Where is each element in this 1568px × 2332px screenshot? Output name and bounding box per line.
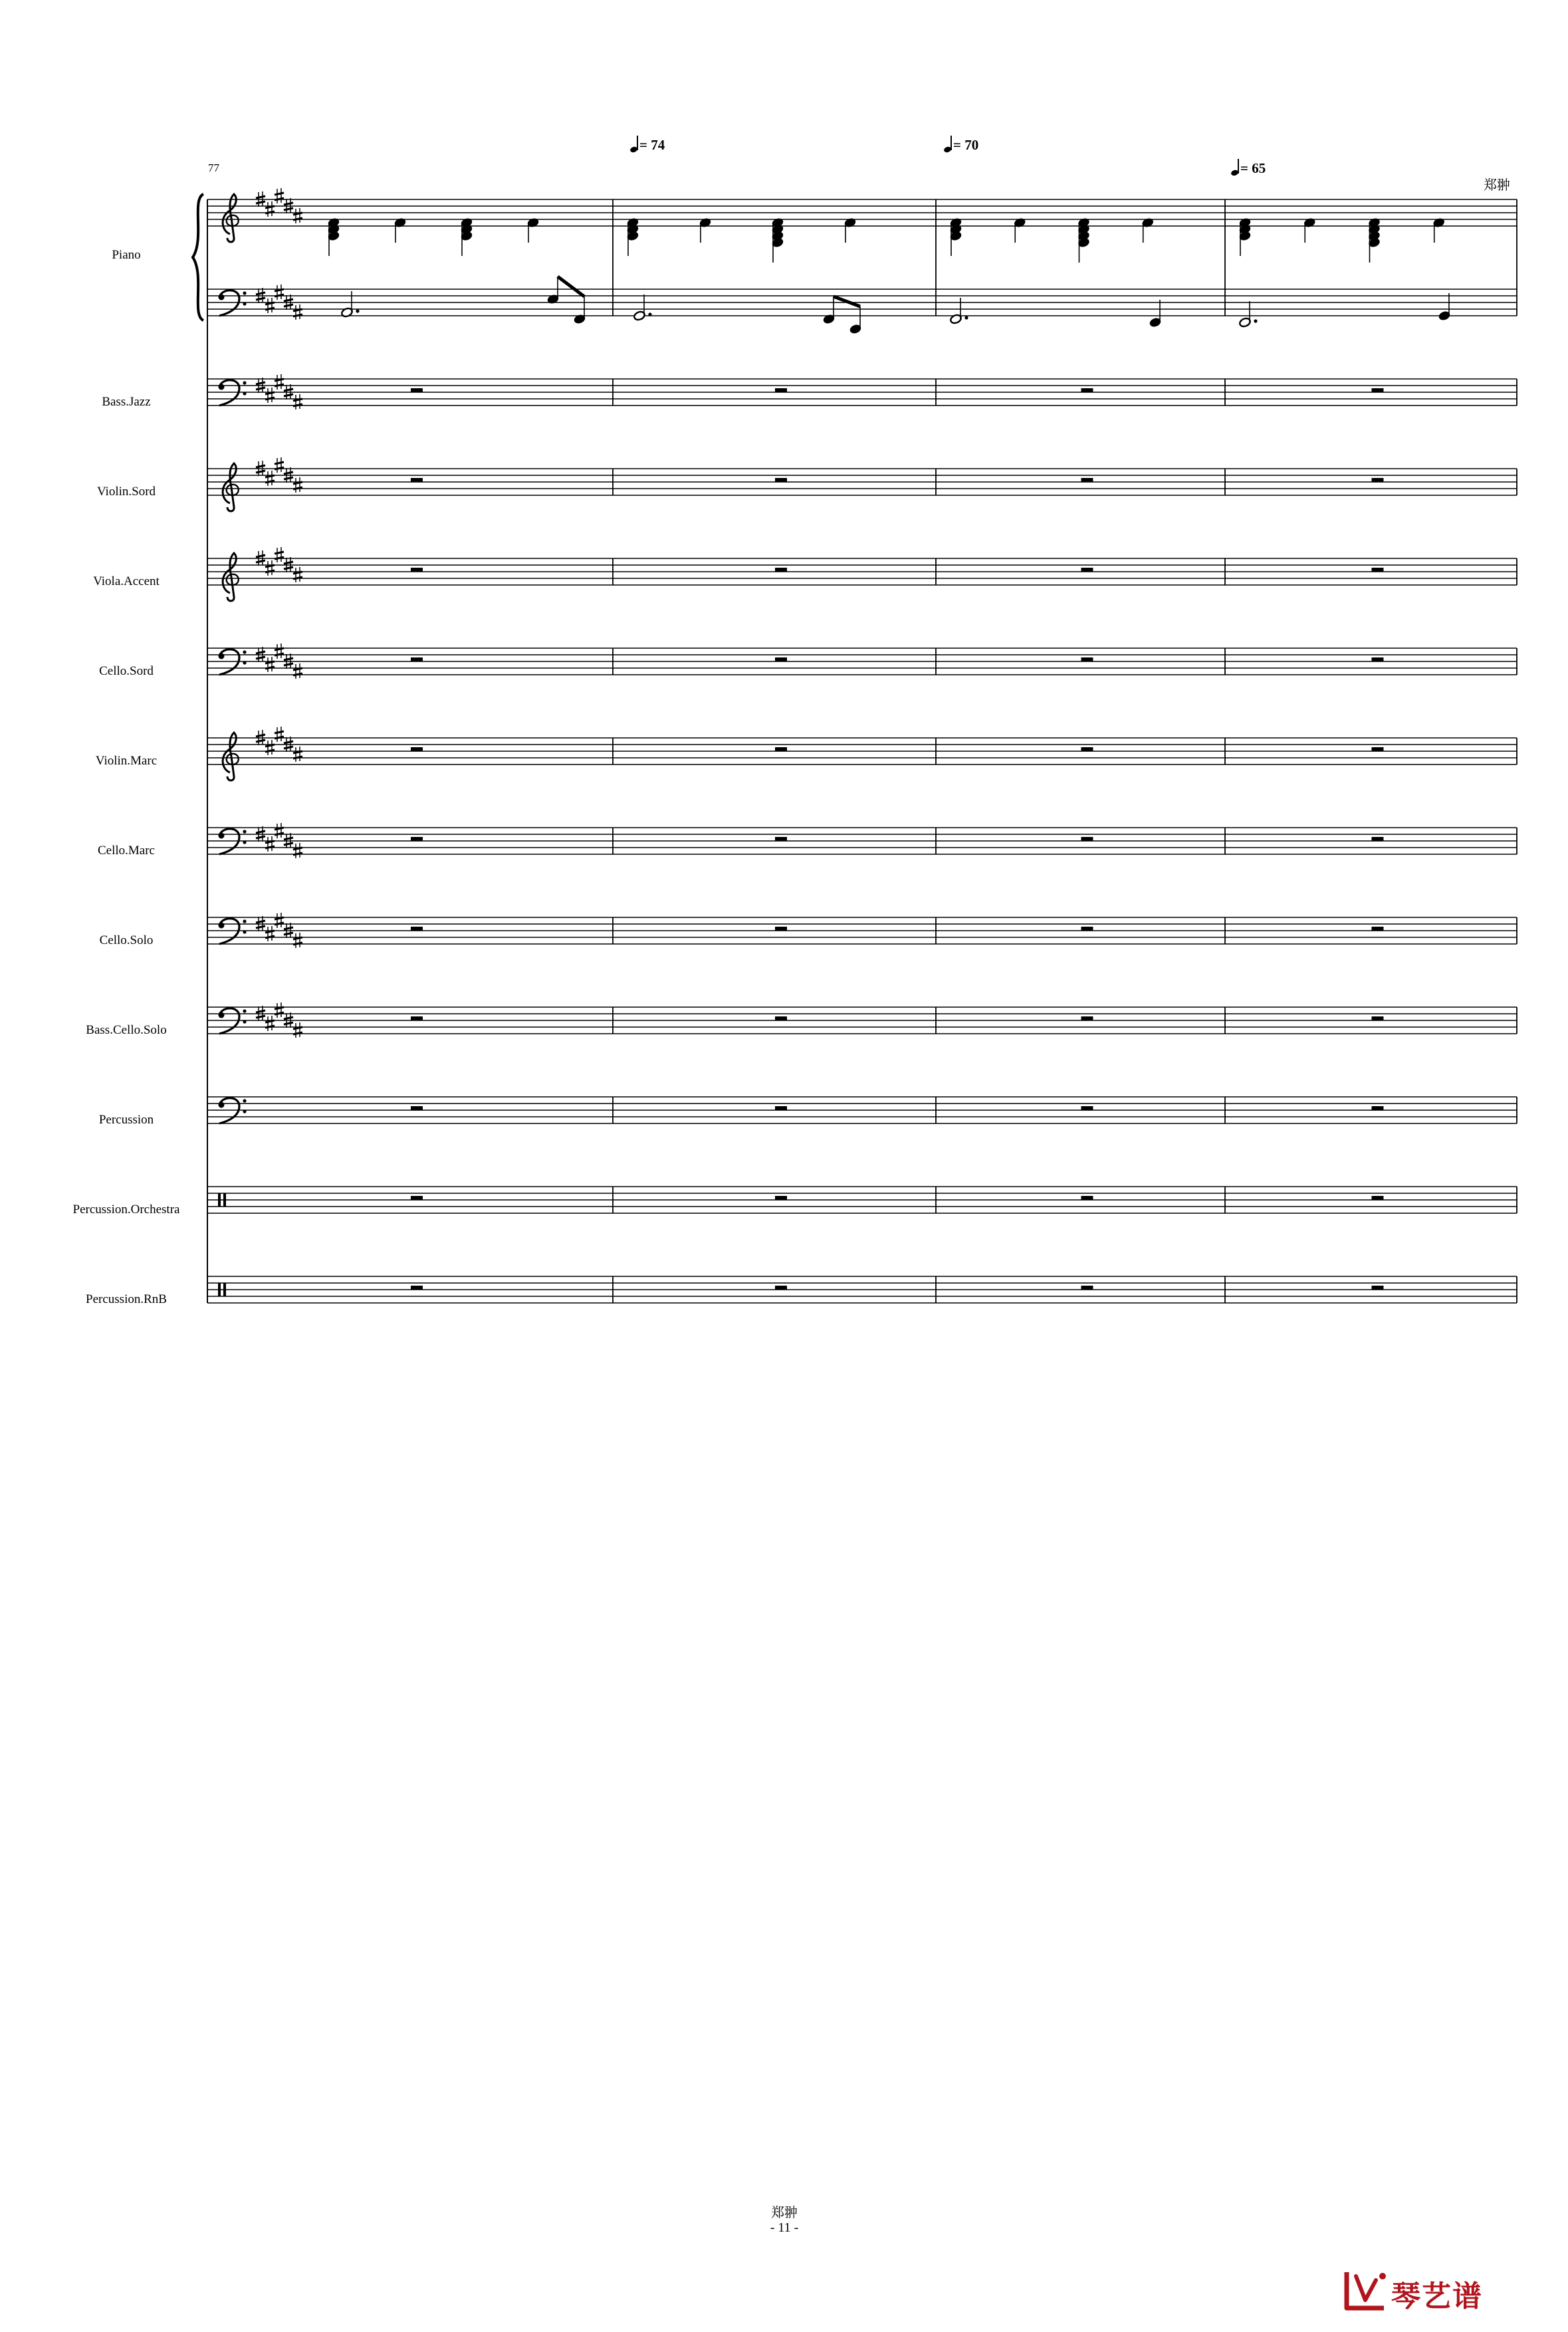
sharp-icon (275, 462, 284, 464)
sharp-icon (256, 292, 265, 294)
bass-clef-icon (219, 1098, 239, 1123)
composer-credit: 郑翀 (1484, 178, 1510, 193)
treble-clef-icon (223, 553, 236, 601)
whole-rest-icon (775, 747, 787, 751)
sharp-icon (256, 831, 265, 833)
whole-rest-icon (775, 478, 787, 482)
bass-clef-icon (243, 830, 246, 833)
whole-rest-icon (1081, 1106, 1093, 1110)
tempo-mark: = 74 (630, 136, 665, 154)
bass-clef-icon (219, 1102, 225, 1108)
sharp-icon (284, 933, 293, 935)
whole-rest-icon (1372, 478, 1384, 482)
sharp-icon (256, 555, 265, 557)
whole-rest-icon (1081, 388, 1093, 392)
bass-clef-icon (243, 392, 246, 395)
bass-clef-icon (243, 1109, 246, 1113)
whole-rest-icon (775, 837, 787, 841)
whole-rest-icon (775, 388, 787, 392)
bass-clef-icon (219, 923, 225, 929)
sharp-icon (256, 196, 265, 198)
whole-rest-icon (1372, 1016, 1384, 1020)
piano-brace (193, 194, 203, 320)
bass-clef-icon (243, 661, 246, 664)
whole-rest-icon (1081, 837, 1093, 841)
sharp-icon (256, 1016, 265, 1018)
sharp-icon (256, 465, 265, 467)
bass-clef-icon (219, 653, 225, 659)
sharp-icon (284, 389, 293, 391)
sharp-icon (284, 208, 293, 210)
sharp-icon (284, 562, 293, 564)
instrument-label-violin-sord: Violin.Sord (96, 485, 156, 499)
measure-number: 77 (208, 162, 219, 174)
instrument-label-piano: Piano (112, 248, 141, 262)
sharp-icon (284, 1017, 293, 1019)
tempo-mark: = 65 (1231, 160, 1266, 177)
bass-clef-icon (219, 919, 239, 944)
instrument-label-cello-solo: Cello.Solo (99, 933, 154, 947)
whole-rest-icon (1081, 657, 1093, 661)
whole-rest-icon (1372, 1196, 1384, 1200)
instrument-label-percussion-rnb: Percussion.RnB (86, 1292, 167, 1306)
instrument-label-viola-accent: Viola.Accent (93, 574, 160, 588)
sharp-icon (284, 927, 293, 929)
augmentation-dot (1254, 319, 1257, 322)
bass-clef-icon (243, 1099, 246, 1102)
bass-clef-icon (219, 1008, 239, 1034)
whole-rest-icon (775, 1106, 787, 1110)
sharp-icon (284, 567, 293, 569)
sharp-icon (256, 298, 265, 300)
logo-text: 琴艺谱 (1391, 2279, 1483, 2313)
whole-rest-icon (411, 927, 423, 931)
bass-clef-icon (219, 829, 239, 854)
sharp-icon (275, 552, 284, 554)
sharp-icon (256, 657, 265, 659)
bass-clef-icon (243, 650, 246, 653)
bass-clef-icon (243, 919, 246, 923)
bass-clef-icon (243, 930, 246, 933)
percussion-clef-icon (218, 1283, 221, 1296)
whole-rest-icon (1372, 927, 1384, 931)
whole-rest-icon (1081, 1016, 1093, 1020)
whole-rest-icon (411, 1016, 423, 1020)
whole-rest-icon (1372, 657, 1384, 661)
whole-rest-icon (775, 1286, 787, 1290)
beam (834, 296, 860, 306)
sharp-icon (284, 843, 293, 845)
quarter-note-icon (1231, 160, 1240, 175)
whole-rest-icon (1372, 568, 1384, 572)
whole-rest-icon (1372, 747, 1384, 751)
whole-rest-icon (1081, 478, 1093, 482)
sharp-icon (256, 201, 265, 203)
whole-rest-icon (411, 478, 423, 482)
sharp-icon (284, 477, 293, 479)
bass-clef-icon (243, 840, 246, 844)
sharp-icon (256, 740, 265, 742)
bass-clef-icon (219, 291, 239, 316)
sharp-icon (284, 304, 293, 306)
whole-rest-icon (775, 657, 787, 661)
percussion-clef-icon (218, 1193, 221, 1207)
sharp-icon (256, 1010, 265, 1012)
bass-clef-icon (219, 380, 239, 406)
instrument-label-bass-jazz: Bass.Jazz (102, 395, 151, 409)
augmentation-dot (964, 316, 968, 319)
bass-clef-icon (243, 291, 246, 294)
percussion-clef-icon (223, 1193, 226, 1207)
sharp-icon (284, 747, 293, 749)
whole-rest-icon (775, 927, 787, 931)
whole-rest-icon (1081, 1196, 1093, 1200)
sharp-icon (284, 663, 293, 665)
treble-clef-icon (223, 194, 236, 242)
whole-rest-icon (411, 837, 423, 841)
whole-rest-icon (1372, 388, 1384, 392)
instrument-label-percussion-orchestra: Percussion.Orchestra (72, 1203, 180, 1217)
sharp-icon (284, 741, 293, 743)
whole-rest-icon (1372, 1106, 1384, 1110)
whole-rest-icon (1081, 927, 1093, 931)
instrument-label-cello-marc: Cello.Marc (97, 844, 156, 858)
sharp-icon (284, 394, 293, 396)
sharp-icon (256, 560, 265, 562)
beam (558, 277, 584, 296)
sharp-icon (256, 836, 265, 838)
sharp-icon (284, 299, 293, 301)
whole-rest-icon (1081, 568, 1093, 572)
page-number: - 11 - (770, 2220, 799, 2235)
whole-rest-icon (411, 1286, 423, 1290)
sharp-icon (284, 472, 293, 474)
sharp-icon (256, 921, 265, 923)
sharp-icon (256, 735, 265, 737)
bass-clef-icon (243, 1020, 246, 1023)
sharp-icon (284, 838, 293, 840)
quarter-note-icon (630, 136, 639, 152)
whole-rest-icon (411, 388, 423, 392)
whole-rest-icon (775, 1016, 787, 1020)
whole-rest-icon (411, 657, 423, 661)
percussion-clef-icon (223, 1283, 226, 1296)
bass-clef-icon (219, 1012, 225, 1018)
sharp-icon (275, 731, 284, 733)
whole-rest-icon (1372, 837, 1384, 841)
bass-clef-icon (243, 381, 246, 384)
whole-rest-icon (1081, 1286, 1093, 1290)
sharp-icon (256, 471, 265, 473)
whole-rest-icon (411, 747, 423, 751)
sharp-icon (256, 382, 265, 384)
sharp-icon (256, 388, 265, 390)
sharp-icon (284, 658, 293, 660)
whole-rest-icon (1081, 747, 1093, 751)
instrument-label-percussion: Percussion (98, 1113, 154, 1127)
sharp-icon (256, 651, 265, 653)
treble-clef-icon (223, 463, 236, 511)
whole-rest-icon (775, 1196, 787, 1200)
bass-clef-icon (219, 649, 239, 675)
instrument-label-violin-marc: Violin.Marc (95, 754, 158, 768)
sharp-icon (284, 203, 293, 205)
quarter-note-icon (944, 136, 953, 152)
sharp-icon (275, 193, 284, 195)
bass-clef-icon (243, 302, 246, 305)
treble-clef-icon (223, 733, 236, 780)
tempo-mark: = 70 (944, 136, 978, 154)
whole-rest-icon (411, 568, 423, 572)
whole-rest-icon (1372, 1286, 1384, 1290)
sharp-icon (284, 1022, 293, 1024)
bass-clef-icon (219, 384, 225, 390)
instrument-label-cello-sord: Cello.Sord (99, 664, 154, 678)
whole-rest-icon (411, 1106, 423, 1110)
augmentation-dot (356, 309, 359, 312)
bass-clef-icon (243, 1009, 246, 1012)
augmentation-dot (648, 312, 651, 316)
instrument-label-bass-cello-solo: Bass.Cello.Solo (86, 1023, 167, 1037)
whole-rest-icon (411, 1196, 423, 1200)
sharp-icon (256, 926, 265, 928)
footer-composer: 郑翀 (771, 2206, 798, 2220)
bass-clef-icon (219, 294, 225, 300)
bass-clef-icon (219, 833, 225, 839)
whole-rest-icon (775, 568, 787, 572)
